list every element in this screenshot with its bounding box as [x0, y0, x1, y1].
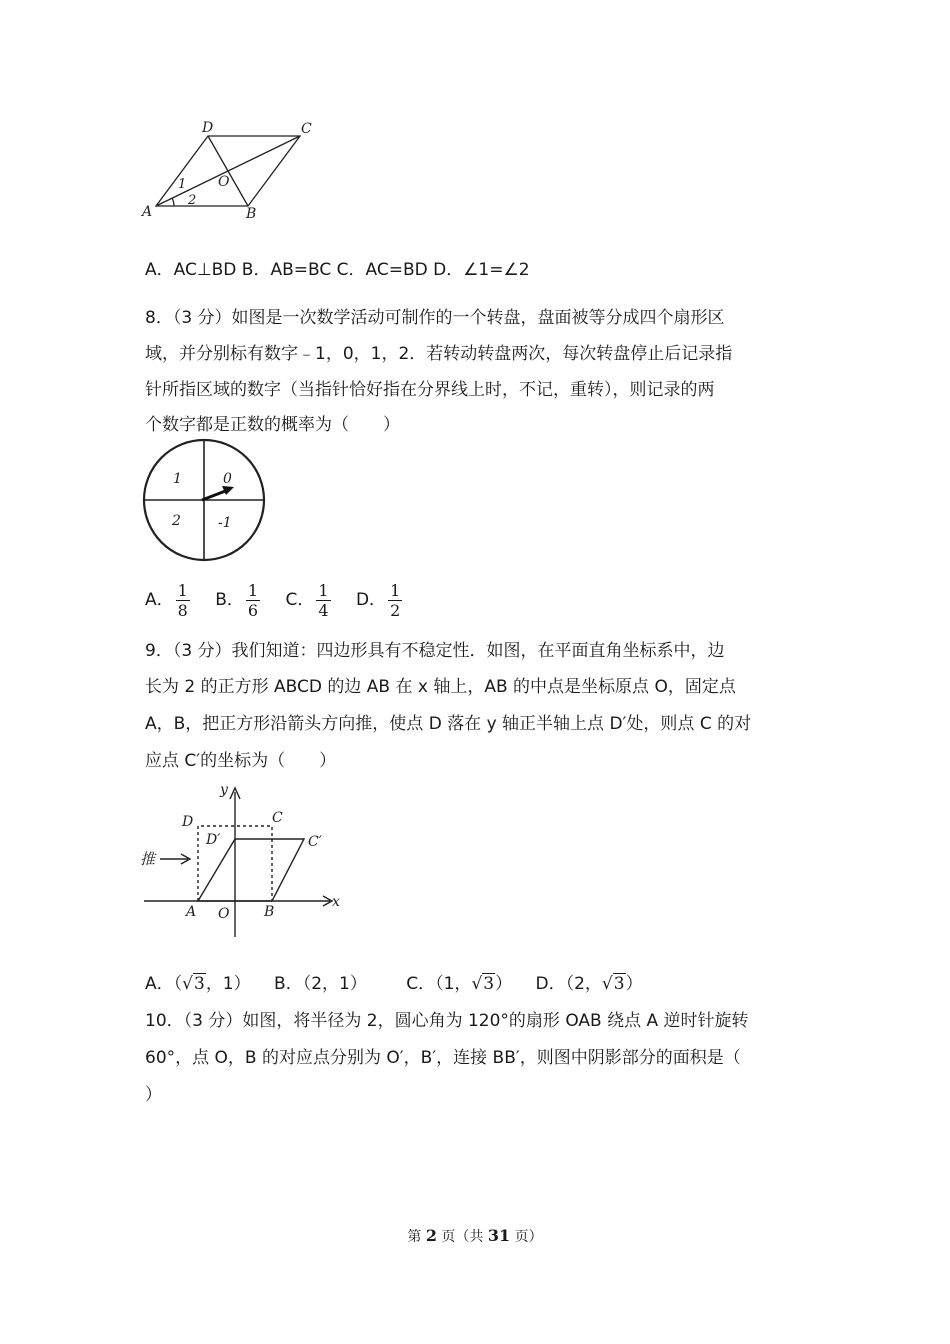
q8-spinner-figure	[140, 438, 270, 566]
q9-line-1: 9．（3 分）我们知道：四边形具有不稳定性．如图，在平面直角坐标系中，边	[145, 641, 725, 661]
sector-1-label: 1	[173, 471, 182, 487]
label-D: D	[182, 814, 194, 830]
label-D: D	[202, 120, 214, 136]
pointer-arrow	[202, 486, 234, 500]
q9-option-b: B．（2，1）	[274, 974, 367, 994]
fraction-option-a: $\frac{1}{8}$	[177, 580, 188, 620]
q9-option-a: A．（√3，1）	[145, 974, 251, 994]
q8-line-2: 域，并分别标有数字﹣1，0，1，2．若转动转盘两次，每次转盘停止后记录指	[145, 344, 733, 364]
label-C: C	[272, 810, 283, 826]
push-label: 推	[140, 850, 156, 868]
x-axis-label: x	[332, 894, 340, 910]
q9-line-3: A，B，把正方形沿箭头方向推，使点 D 落在 y 轴正半轴上点 D′处，则点 C 的对	[145, 714, 752, 734]
label-C: C	[301, 121, 312, 137]
q8-line-3: 针所指区域的数字（当指针恰好指在分界线上时，不记，重转），则记录的两	[145, 380, 715, 400]
label-O: O	[218, 174, 230, 190]
q9-line-2: 长为 2 的正方形 ABCD 的边 AB 在 x 轴上，AB 的中点是坐标原点 O，固定点	[145, 677, 736, 697]
q9-coordinate-figure	[140, 782, 350, 942]
sector-2-label: 2	[172, 513, 181, 529]
angle-2-label: 2	[188, 193, 197, 208]
label-C-prime: C′	[308, 834, 322, 850]
fraction-option-d: $\frac{1}{2}$	[390, 580, 401, 620]
fraction-option-c: $\frac{1}{4}$	[318, 580, 329, 620]
q7-parallelogram-figure	[140, 118, 330, 222]
label-B: B	[246, 206, 257, 222]
label-B: B	[264, 904, 275, 920]
page-footer: 第 2 页（共 31 页）	[407, 1226, 543, 1245]
sector-minus1-label: -1	[218, 515, 232, 531]
q10-line-1: 10．（3 分）如图，将半径为 2，圆心角为 120°的扇形 OAB 绕点 A 逆时针旋转	[145, 1011, 749, 1031]
label-A: A	[186, 904, 197, 920]
q8-line-4: 个数字都是正数的概率为（ ）	[145, 415, 400, 435]
q9-line-4: 应点 C′的坐标为（ ）	[145, 751, 337, 771]
page-number: 2	[425, 1226, 437, 1245]
label-O: O	[218, 906, 230, 922]
q10-line-3: ）	[145, 1085, 162, 1105]
angle-1-label: 1	[178, 177, 187, 192]
q8-options: A． $\frac{1}{8}$ B． $\frac{1}{6}$ C． $\frac{1}{4}$ D． $\frac{1}{2}$	[145, 580, 401, 620]
q9-options	[145, 973, 661, 995]
label-A: A	[142, 204, 153, 220]
q9-option-c: C．（1，√3）	[406, 974, 513, 994]
total-pages: 31	[487, 1226, 511, 1245]
sector-0-label: 0	[223, 471, 232, 487]
q9-option-d: D．（2，√3）	[535, 974, 643, 994]
q7-options: A．AC⊥BD B．AB=BC C．AC=BD D．∠1=∠2	[145, 260, 530, 280]
q8-line-1: 8．（3 分）如图是一次数学活动可制作的一个转盘，盘面被等分成四个扇形区	[145, 308, 725, 328]
q10-line-2: 60°，点 O，B 的对应点分别为 O′，B′，连接 BB′，则图中阴影部分的面积是（	[145, 1048, 741, 1068]
y-axis-label: y	[220, 782, 228, 798]
fraction-option-b: $\frac{1}{6}$	[247, 580, 259, 620]
label-D-prime: D′	[206, 832, 221, 848]
